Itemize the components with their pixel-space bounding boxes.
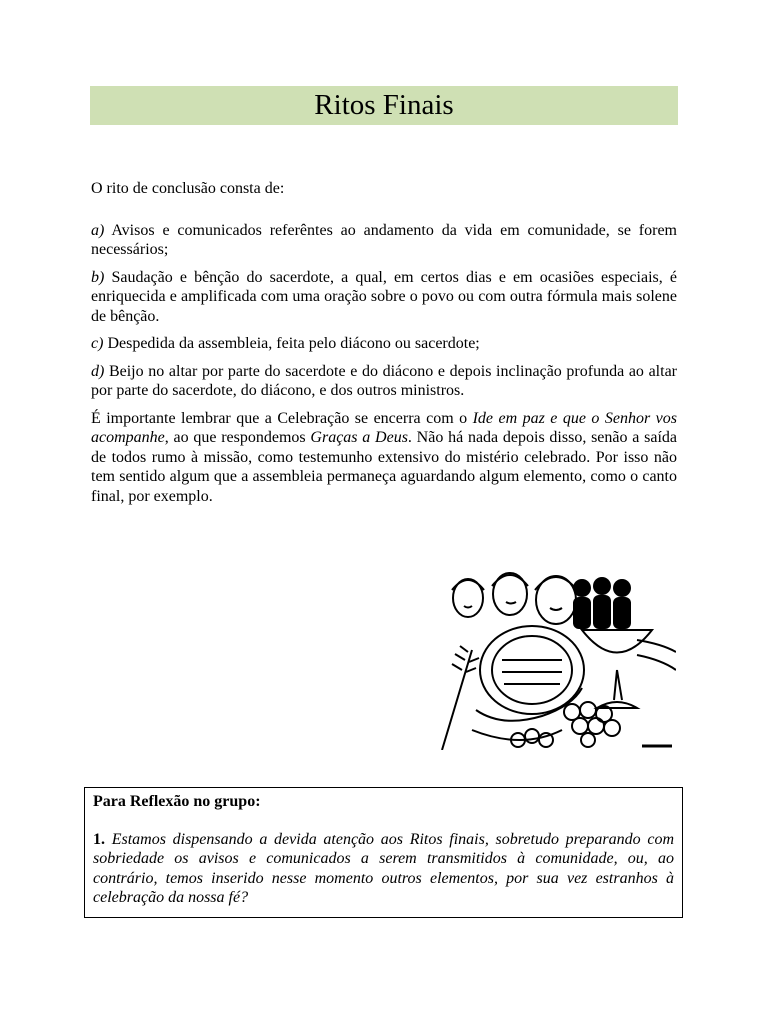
list-item-c (91, 334, 677, 354)
question-text: Estamos dispensando a devida atenção aos Ritos finais, sobretudo preparando com sobriedade os avisos e comunicados a serem transmitidos à comunidade, ou, ao contrário, temos inserido nesse momento outros elementos, por sua vez estranhos à celebração da nossa fé? (93, 830, 674, 906)
item-marker: c) (91, 335, 104, 352)
communion-illustration-icon (432, 560, 676, 750)
closing-text-2: , ao que respondemos (164, 429, 311, 446)
item-marker: b) (91, 268, 105, 286)
list-item-b (91, 268, 677, 327)
item-marker: a) (91, 221, 105, 239)
item-text: Avisos e comunicados referêntes ao andamento da vida em comunidade, se forem necessários; (91, 221, 677, 258)
title-banner (90, 86, 678, 125)
item-text: Saudação e bênção do sacerdote, a qual, em certos dias e em ocasiões especiais, é enriquecida e amplificada com uma oração sobre o povo ou com outra fórmula mais solene de bênção. (91, 268, 677, 325)
question-number: 1. (93, 830, 105, 848)
item-text: Despedida da assembleia, feita pelo diácono ou sacerdote; (103, 335, 480, 352)
closing-paragraph (91, 409, 677, 507)
intro-paragraph: O rito de conclusão consta de: (91, 180, 285, 197)
item-text: Beijo no altar por parte do sacerdote e do diácono e depois inclinação profunda ao altar por parte do sacerdote, do diácono, e dos outros ministros. (91, 362, 677, 399)
item-marker: d) (91, 362, 105, 380)
closing-text-3: . Não há nada depois disso, senão a saída de todos rumo à missão, como testemunho extensivo do mistério celebrado. Por isso não tem sentido algum que a assembleia permaneça aguardando algum elemento, como o canto final, por exemplo. (91, 429, 677, 505)
list-item-d (91, 362, 677, 401)
closing-text-1: É importante lembrar que a Celebração se encerra com o (91, 409, 473, 427)
closing-quote-1: Ide em paz e que o Senhor vos acompanhe (91, 409, 677, 446)
list-item-a (91, 221, 677, 260)
reflection-heading: Para Reflexão no grupo: (93, 793, 261, 810)
closing-quote-2: Graças a Deus (310, 429, 408, 446)
body-text (91, 179, 677, 506)
page-title: Ritos Finais (314, 89, 454, 121)
reflection-box (84, 787, 683, 918)
reflection-question (93, 830, 674, 908)
